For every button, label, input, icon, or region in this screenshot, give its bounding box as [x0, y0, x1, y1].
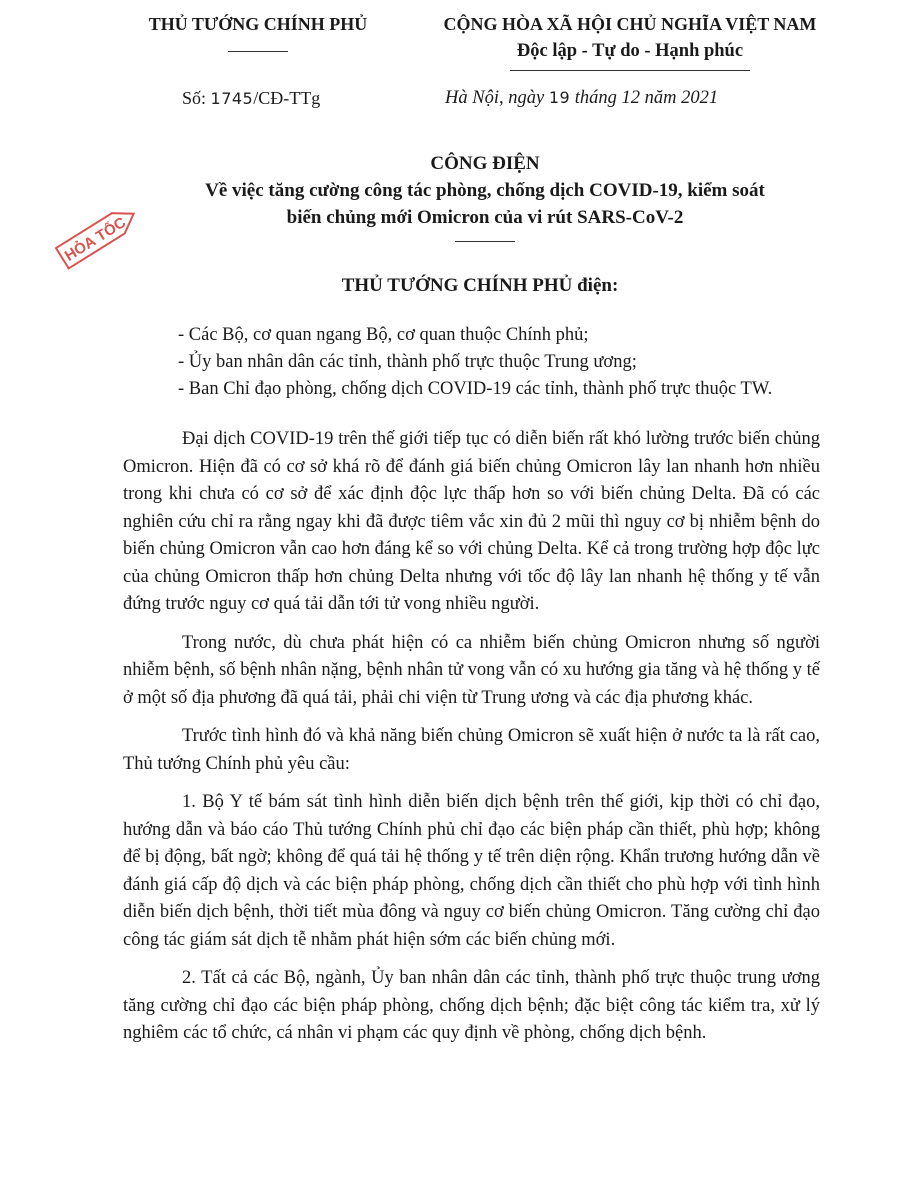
- document-subject-line-1: Về việc tăng cường công tác phòng, chống dịch COVID-19, kiểm soát: [205, 180, 765, 201]
- issuing-agency-block: [118, 14, 398, 52]
- recipient-item: - Ban Chỉ đạo phòng, chống dịch COVID-19 các tỉnh, thành phố trực thuộc TW.: [178, 379, 773, 399]
- document-date: [445, 88, 718, 109]
- body-paragraph: Trong nước, dù chưa phát hiện có ca nhiễm biến chủng Omicron nhưng số người nhiễm bệnh, số bệnh nhân nặng, bệnh nhân tử vong vẫn có xu hướng gia tăng và hệ thống y tế ở một số địa phương đã quá tải, phải chi viện từ Trung ương và các địa phương khác.: [123, 632, 820, 708]
- recipient-list: [178, 322, 858, 403]
- recipient-item: - Ủy ban nhân dân các tỉnh, thành phố trực thuộc Trung ương;: [178, 352, 637, 372]
- document-title-block: [160, 150, 810, 242]
- body-paragraph: 1. Bộ Y tế bám sát tình hình diễn biến dịch bệnh trên thế giới, kịp thời có chỉ đạo, hướng dẫn và báo cáo Thủ tướng Chính phủ chỉ đạo các biện pháp cần thiết, phù hợp; không để bị động, bất ngờ; không để quá tải hệ thống y tế trên diện rộng. Khẩn trương hướng dẫn về đánh giá cấp độ dịch và các biện pháp phòng, chống dịch cần thiết cho phù hợp với tình hình diễn biến dịch bệnh, thời tiết mùa đông và nguy cơ biến chủng Omicron. Tăng cường chỉ đạo công tác giám sát dịch tễ nhằm phát hiện sớm các biến chủng mới.: [123, 792, 820, 950]
- motto-underline: [510, 70, 750, 71]
- urgent-stamp: [42, 196, 154, 276]
- date-prefix: Hà Nội, ngày: [445, 88, 545, 108]
- urgent-stamp-text: HỎA TỐC: [61, 214, 129, 265]
- document-number: [182, 88, 320, 109]
- date-day-handwritten: 19: [548, 88, 571, 107]
- document-type: CÔNG ĐIỆN: [430, 153, 540, 174]
- body-paragraph: Trước tình hình đó và khả năng biến chủng Omicron sẽ xuất hiện ở nước ta là rất cao, Thủ tướng Chính phủ yêu cầu:: [123, 726, 820, 774]
- national-motto: Độc lập - Tự do - Hạnh phúc: [516, 41, 744, 61]
- document-number-suffix: /CĐ-TTg: [253, 88, 321, 108]
- national-header-block: [410, 14, 850, 71]
- title-underline: [455, 241, 515, 242]
- agency-underline: [228, 51, 288, 52]
- body-paragraph: Đại dịch COVID-19 trên thế giới tiếp tục có diễn biến rất khó lường trước biến chủng Omicron. Hiện đã có cơ sở khá rõ để đánh giá biến chủng Omicron lây lan nhanh hơn nhiều trong khi chưa có cơ sở để xác định độc lực thấp hơn so với biến chủng Delta. Đã có các nghiên cứu chỉ ra rằng ngay khi đã được tiêm vắc xin đủ 2 mũi thì nguy cơ bị nhiễm bệnh do biến chủng Omicron vẫn cao hơn đáng kể so với chủng Delta. Kể cả trong trường hợp độc lực của chủng Omicron thấp hơn chủng Delta nhưng với tốc độ lây lan nhanh hệ thống y tế vẫn đứng trước nguy cơ quá tải dẫn tới tử vong nhiều người.: [123, 429, 820, 614]
- document-number-prefix: Số:: [182, 88, 207, 108]
- document-number-handwritten: 1745: [210, 89, 254, 108]
- document-subject-line-2: biến chủng mới Omicron của vi rút SARS-CoV-2: [286, 207, 684, 228]
- nation-name: CỘNG HÒA XÃ HỘI CHỦ NGHĨA VIỆT NAM: [443, 14, 817, 34]
- date-suffix: tháng 12 năm 2021: [574, 88, 719, 108]
- recipient-item: - Các Bộ, cơ quan ngang Bộ, cơ quan thuộc Chính phủ;: [178, 325, 589, 345]
- issuing-agency: THỦ TƯỚNG CHÍNH PHỦ: [148, 14, 368, 34]
- document-body: [123, 426, 820, 1059]
- body-paragraph: 2. Tất cả các Bộ, ngành, Ủy ban nhân dân các tỉnh, thành phố trực thuộc trung ương tăng cường chỉ đạo các biện pháp phòng, chống dịch bệnh; đặc biệt công tác kiểm tra, xử lý nghiêm các tổ chức, cá nhân vi phạm các quy định về phòng, chống dịch bệnh.: [123, 968, 820, 1043]
- addressing-heading: THỦ TƯỚNG CHÍNH PHỦ điện:: [341, 275, 619, 296]
